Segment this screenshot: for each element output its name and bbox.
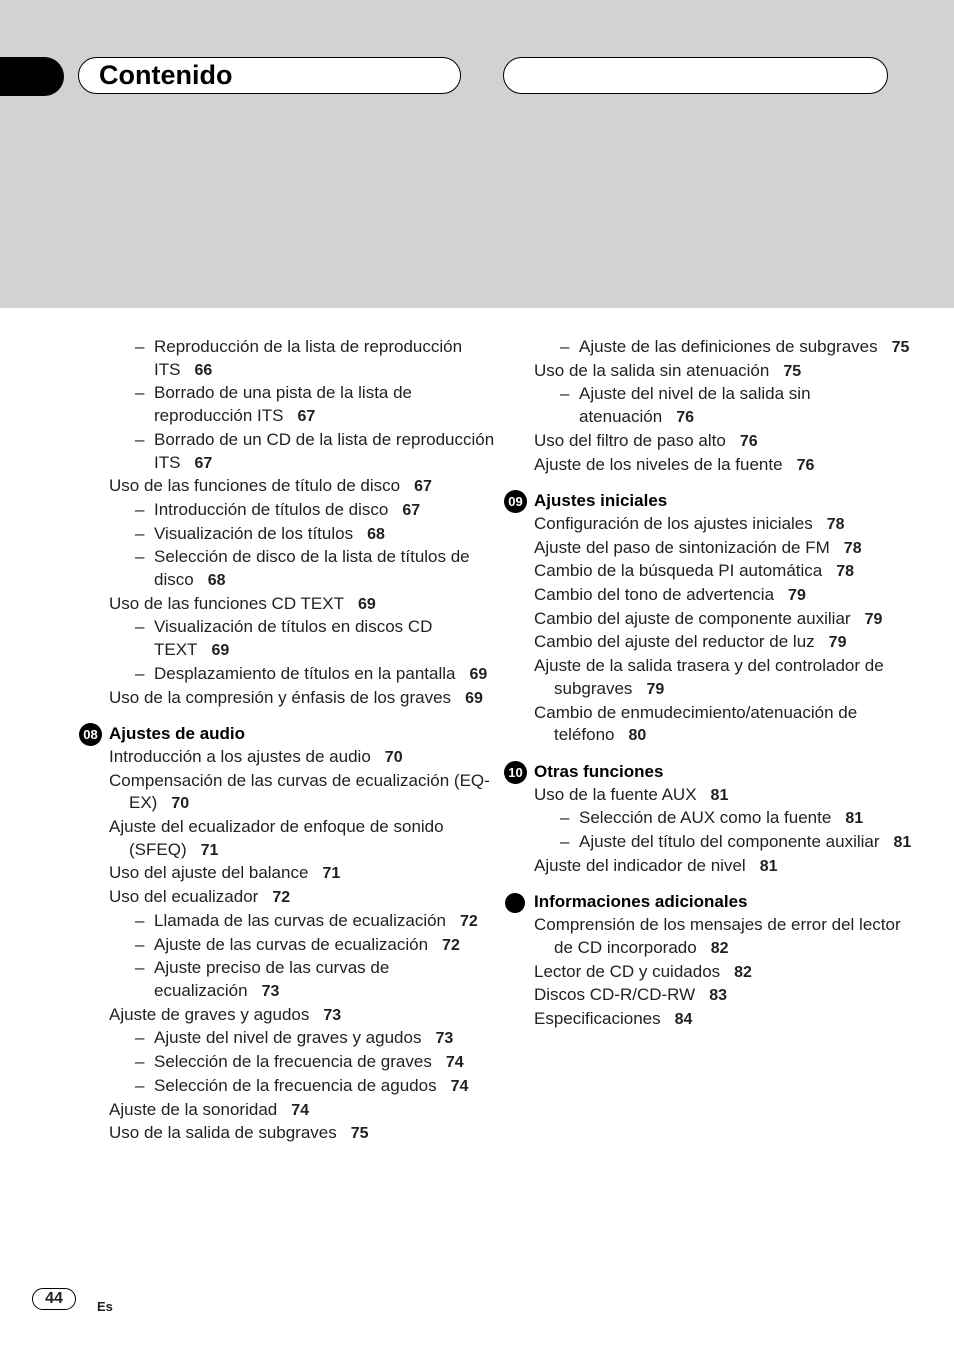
- dash-bullet: –: [135, 934, 145, 954]
- language-code: Es: [97, 1299, 113, 1314]
- toc-section-info-list: [534, 914, 924, 1032]
- section-heading-08: [83, 723, 499, 746]
- toc-left-column: [83, 336, 499, 1146]
- toc-subentry: [534, 807, 924, 831]
- toc-page-number: 73: [261, 982, 280, 1000]
- toc-page-number: 83: [709, 987, 727, 1005]
- toc-page-number: 68: [207, 572, 226, 590]
- toc-entry: [534, 560, 924, 584]
- toc-entry-title: Uso del ajuste del balance: [109, 863, 309, 883]
- dash-bullet: –: [135, 1028, 145, 1048]
- toc-page-number: 75: [783, 362, 802, 380]
- toc-entry: [109, 687, 499, 711]
- dash-bullet: –: [560, 808, 570, 828]
- section-bullet-icon: [505, 893, 525, 913]
- toc-entry: [534, 1008, 924, 1032]
- toc-entry-title: Uso del ecualizador: [109, 887, 259, 907]
- toc-entry: [109, 1122, 499, 1146]
- toc-subentry: [109, 429, 499, 475]
- dash-bullet: –: [135, 1052, 145, 1072]
- toc-page-number: 76: [676, 409, 694, 427]
- toc-entry: [109, 475, 499, 499]
- toc-entry: [534, 631, 924, 655]
- toc-entry: [109, 593, 499, 617]
- toc-page-number: 67: [414, 478, 432, 496]
- toc-page-number: 82: [734, 963, 752, 981]
- toc-entry-title: Especificaciones: [534, 1008, 661, 1028]
- toc-subentry: [109, 957, 499, 1003]
- toc-entry: [109, 1004, 499, 1028]
- dash-bullet: –: [560, 832, 570, 852]
- section-tab-marker: [0, 57, 64, 96]
- toc-entry-title: Borrado de un CD de la lista de reproducción ITS: [154, 429, 495, 472]
- toc-entry-title: Ajuste del nivel de la salida sin atenuación: [579, 384, 811, 427]
- toc-entry: [534, 430, 924, 454]
- toc-entry-title: Selección de AUX como la fuente: [579, 808, 832, 828]
- section-badge-08: 08: [79, 723, 102, 746]
- section-title: Informaciones adicionales: [534, 892, 748, 912]
- toc-entry-title: Selección de disco de la lista de títulos de disco: [154, 547, 470, 590]
- toc-entry: [534, 914, 924, 960]
- toc-page-number: 68: [367, 525, 385, 543]
- dash-bullet: –: [135, 383, 145, 403]
- toc-page-number: 67: [297, 408, 316, 426]
- toc-entry-title: Selección de la frecuencia de agudos: [154, 1075, 437, 1095]
- toc-entry-title: Uso de la salida de subgraves: [109, 1123, 337, 1143]
- toc-subentry: [109, 1027, 499, 1051]
- toc-entry: [534, 360, 924, 384]
- toc-section-10-list: [534, 784, 924, 879]
- toc-right-column: [508, 336, 924, 1032]
- toc-page-number: 80: [628, 727, 647, 745]
- toc-entry: [534, 655, 924, 701]
- toc-subentry: [109, 1075, 499, 1099]
- dash-bullet: –: [135, 617, 145, 637]
- dash-bullet: –: [135, 337, 145, 356]
- toc-page-number: 75: [350, 1125, 369, 1143]
- toc-entry-title: Uso de las funciones CD TEXT: [109, 593, 344, 613]
- toc-page-number: 84: [674, 1010, 693, 1028]
- dash-bullet: –: [135, 663, 145, 683]
- toc-page-number: 74: [291, 1101, 310, 1119]
- toc-entry-title: Configuración de los ajustes iniciales: [534, 513, 813, 533]
- toc-page-number: 67: [402, 501, 421, 519]
- dash-bullet: –: [135, 429, 145, 449]
- toc-entry: [109, 770, 499, 816]
- toc-subentry: [109, 546, 499, 592]
- toc-entry-title: Selección de la frecuencia de graves: [154, 1052, 432, 1072]
- toc-entry: [109, 816, 499, 862]
- toc-page-number: 81: [893, 834, 912, 852]
- toc-page-number: 73: [435, 1030, 454, 1048]
- section-badge-10: 10: [504, 761, 527, 784]
- section-title: Ajustes de audio: [109, 724, 246, 744]
- toc-entry-title: Compensación de las curvas de ecualización (EQ-EX): [109, 770, 490, 813]
- toc-entry-title: Uso de la fuente AUX: [534, 784, 697, 804]
- toc-entry-title: Llamada de las curvas de ecualización: [154, 910, 447, 930]
- toc-entry-title: Uso de la salida sin atenuación: [534, 360, 770, 380]
- toc-page-number: 69: [357, 595, 376, 613]
- toc-left-top: [109, 336, 499, 710]
- toc-subentry: [534, 831, 924, 855]
- toc-page-number: 82: [710, 939, 729, 957]
- empty-title-box: [503, 57, 888, 94]
- toc-page-number: 81: [845, 810, 864, 828]
- toc-entry: [534, 454, 924, 478]
- toc-entry-title: Uso de la compresión y énfasis de los graves: [109, 687, 452, 707]
- toc-page-number: 76: [739, 432, 758, 450]
- toc-entry-title: Ajuste del ecualizador de enfoque de sonido (SFEQ): [109, 817, 444, 859]
- toc-entry-title: Ajuste de graves y agudos: [109, 1004, 310, 1024]
- toc-page-number: 67: [194, 454, 213, 472]
- dash-bullet: –: [560, 384, 570, 404]
- toc-page-number: 69: [469, 665, 488, 683]
- toc-entry: [534, 584, 924, 608]
- toc-subentry: [109, 934, 499, 958]
- toc-subentry: [109, 1051, 499, 1075]
- toc-page-number: 73: [323, 1006, 342, 1024]
- dash-bullet: –: [135, 523, 145, 543]
- dash-bullet: –: [135, 547, 145, 567]
- toc-page-number: 76: [796, 456, 815, 474]
- section-heading-09: [508, 490, 924, 513]
- toc-entry-title: Borrado de una pista de la lista de reproducción ITS: [154, 383, 413, 426]
- dash-bullet: –: [135, 1075, 145, 1095]
- toc-entry: [534, 961, 924, 985]
- toc-page-number: 79: [788, 587, 806, 605]
- toc-page-number: 66: [194, 361, 213, 379]
- toc-subentry: [534, 383, 924, 429]
- toc-subentry: [109, 336, 499, 382]
- toc-entry: [109, 1099, 499, 1123]
- toc-entry-title: Visualización de títulos en discos CD TEXT: [154, 617, 433, 660]
- toc-page-number: 81: [759, 857, 778, 875]
- toc-entry-title: Cambio de la búsqueda PI automática: [534, 561, 823, 581]
- dash-bullet: –: [135, 499, 145, 519]
- toc-entry-title: Lector de CD y cuidados: [534, 961, 721, 981]
- toc-section-09-list: [534, 513, 924, 748]
- toc-subentry: [109, 499, 499, 523]
- toc-entry-title: Ajuste de los niveles de la fuente: [534, 454, 783, 474]
- toc-subentry: [109, 616, 499, 662]
- toc-entry-title: Comprensión de los mensajes de error del lector de CD incorporado: [534, 915, 901, 957]
- header-band: [0, 0, 954, 308]
- toc-page-number: 69: [465, 689, 483, 707]
- toc-entry-title: Ajuste preciso de las curvas de ecualización: [154, 958, 390, 1000]
- toc-subentry: [534, 336, 924, 360]
- toc-entry-title: Ajuste del nivel de graves y agudos: [154, 1028, 422, 1048]
- toc-entry-title: Visualización de los títulos: [154, 523, 354, 543]
- toc-entry-title: Desplazamiento de títulos en la pantalla: [154, 663, 456, 683]
- toc-entry: [534, 513, 924, 537]
- toc-entry: [534, 855, 924, 879]
- toc-entry-title: Cambio del tono de advertencia: [534, 585, 775, 605]
- toc-entry-title: Introducción a los ajustes de audio: [109, 746, 371, 766]
- toc-subentry: [109, 663, 499, 687]
- toc-entry: [534, 784, 924, 808]
- toc-page-number: 78: [836, 563, 855, 581]
- section-title: Ajustes iniciales: [534, 491, 668, 511]
- toc-page-number: 81: [710, 786, 729, 804]
- section-title: Otras funciones: [534, 761, 664, 781]
- toc-page-number: 69: [211, 642, 230, 660]
- toc-page-number: 79: [864, 610, 883, 628]
- toc-subentry: [109, 910, 499, 934]
- toc-page-number: 74: [450, 1077, 469, 1095]
- toc-entry-title: Ajuste de la sonoridad: [109, 1099, 278, 1119]
- toc-subentry: [109, 382, 499, 428]
- toc-page-number: 70: [384, 748, 403, 766]
- toc-entry-title: Cambio de enmudecimiento/atenuación de teléfono: [534, 702, 858, 745]
- toc-page-number: 75: [891, 339, 910, 356]
- dash-bullet: –: [135, 958, 145, 978]
- page-number: 44: [32, 1288, 76, 1310]
- toc-entry-title: Cambio del ajuste del reductor de luz: [534, 632, 815, 652]
- section-heading-10: [508, 761, 924, 784]
- toc-entry-title: Ajuste de las definiciones de subgraves: [579, 337, 878, 356]
- toc-entry: [534, 608, 924, 632]
- toc-entry: [109, 886, 499, 910]
- dash-bullet: –: [560, 337, 570, 356]
- toc-entry-title: Ajuste del título del componente auxiliar: [579, 832, 880, 852]
- toc-entry-title: Cambio del ajuste de componente auxiliar: [534, 608, 851, 628]
- toc-page-number: 78: [843, 539, 862, 557]
- toc-section-08-list: [109, 746, 499, 1146]
- section-heading-info: [534, 891, 924, 914]
- toc-entry: [109, 862, 499, 886]
- title-box: [78, 57, 461, 94]
- toc-page-number: 72: [460, 912, 478, 930]
- toc-entry-title: Ajuste del paso de sintonización de FM: [534, 537, 830, 557]
- toc-page-number: 74: [445, 1054, 464, 1072]
- toc-entry: [534, 537, 924, 561]
- toc-entry-title: Uso de las funciones de título de disco: [109, 476, 401, 496]
- toc-entry-title: Ajuste de las curvas de ecualización: [154, 934, 429, 954]
- toc-page-number: 79: [828, 634, 847, 652]
- toc-entry-title: Discos CD-R/CD-RW: [534, 985, 696, 1005]
- dash-bullet: –: [135, 910, 145, 930]
- page-title: Contenido: [99, 60, 233, 90]
- toc-page-number: 71: [322, 865, 341, 883]
- toc-entry-title: Ajuste de la salida trasera y del controlador de subgraves: [534, 656, 884, 698]
- toc-entry-title: Reproducción de la lista de reproducción ITS: [154, 337, 463, 379]
- toc-right-top: [534, 336, 924, 477]
- toc-entry: [534, 984, 924, 1008]
- toc-page-number: 78: [826, 515, 845, 533]
- toc-page-number: 70: [171, 795, 190, 813]
- toc-page-number: 79: [646, 680, 665, 698]
- toc-entry-title: Ajuste del indicador de nivel: [534, 855, 746, 875]
- toc-entry-title: Uso del filtro de paso alto: [534, 430, 726, 450]
- toc-subentry: [109, 523, 499, 547]
- toc-entry: [109, 746, 499, 770]
- toc-entry: [534, 702, 924, 748]
- toc-page-number: 71: [200, 841, 219, 859]
- toc-page-number: 72: [272, 889, 291, 907]
- toc-page-number: 72: [442, 936, 460, 954]
- toc-entry-title: Introducción de títulos de disco: [154, 499, 389, 519]
- section-badge-09: 09: [504, 490, 527, 513]
